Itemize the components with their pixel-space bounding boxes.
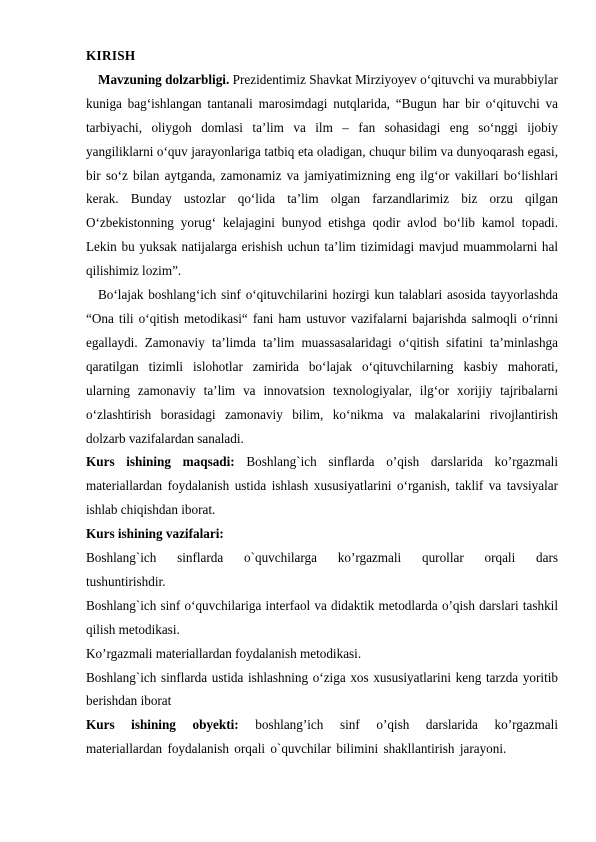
document-page bbox=[86, 44, 558, 761]
task-item-2: Boshlang`ich sinf o‘quvchilariga interfaol va didaktik metodlarda o’qish darslari tashkil qilish metodikasi. bbox=[86, 597, 558, 637]
object-lead: Kurs ishining obyekti: bbox=[86, 717, 239, 733]
paragraph-context: Bo‘lajak boshlang‘ich sinf o‘qituvchilarini hozirgi kun talablari asosida tayyorlashda “Ona tili o‘qitish metodikasi“ fani ham ustuvor vazifalarni bajarishda salmoqli o‘rinni egallaydi. Zamonaviy ta’limda ta’lim muassasalaridagi o‘qitish sifatini ta’minlashga qaratilgan tizimli islohotlar zamirida bo‘lajak o‘qituvchilarning kasbiy mahorati, ularning zamonaviy ta’lim va innovatsion texnologiyalar, ilg‘or xorijiy tajribalarni o‘zlashtirish borasidagi zamonaviy bilim, ko‘nikma va malakalarini rivojlantirish dolzarb vazifalardan sanaladi. bbox=[86, 287, 558, 446]
object-text: boshlang’ich sinf o’qish darslarida ko’rgazmali materiallardan foydalanish orqali o`quvchilar bilimini shakllantirish jarayoni. bbox=[86, 717, 558, 757]
relevance-text: Prezidentimiz Shavkat Mirziyoyev o‘qituvchi va murabbiylar kuniga bag‘ishlangan tantanali marosimdagi nutqlarida, “Bugun har bir o‘qituvchi va tarbiyachi, oliygoh domlasi ta’lim va ilm – fan sohasidagi eng so‘nggi ijobiy yangiliklarni o‘quv jarayonlariga tatbiq eta oladigan, chuqur bilim va dunyoqarash egasi, bir so‘z bilan aytganda, zamonamiz va jamiyatimizning eng ilg‘or vakillari bo‘lishlari kerak. Bunday ustozlar qo‘lida ta’lim olgan farzandlarimiz biz orzu qilgan O‘zbekistonning yorug‘ kelajagini bunyod etishga qodir avlod bo‘lib kamol topadi. Lekin bu yuksak natijalarga erishish uchun ta’lim tizimidagi mavjud muammolarni hal qilishimiz lozim”. bbox=[86, 71, 559, 279]
tasks-heading: Kurs ishining vazifalari: bbox=[86, 526, 224, 542]
task-item-3: Ko’rgazmali materiallardan foydalanish metodikasi. bbox=[86, 645, 362, 661]
goal-text: Boshlang`ich sinflarda o’qish darslarida ko’rgazmali materiallardan foydalanish ustida ishlash xususiyatlarini o‘rganish, taklif va tavsiyalar ishlab chiqishdan iborat. bbox=[86, 454, 559, 518]
paragraph-goal bbox=[86, 450, 558, 522]
goal-lead: Kurs ishining maqsadi: bbox=[86, 454, 235, 470]
paragraph-relevance bbox=[86, 68, 558, 283]
paragraph-object bbox=[86, 713, 558, 761]
section-heading: KIRISH bbox=[86, 48, 136, 63]
relevance-lead: Mavzuning dolzarbligi. bbox=[98, 71, 230, 87]
task-item-1: Boshlang`ich sinflarda o`quvchilarga ko’rgazmali qurollar orqali dars tushuntirishdir. bbox=[86, 550, 558, 589]
task-item-4: Boshlang`ich sinflarda ustida ishlashning o‘ziga xos xususiyatlarini keng tarzda yoritib berishdan iborat bbox=[86, 669, 558, 709]
